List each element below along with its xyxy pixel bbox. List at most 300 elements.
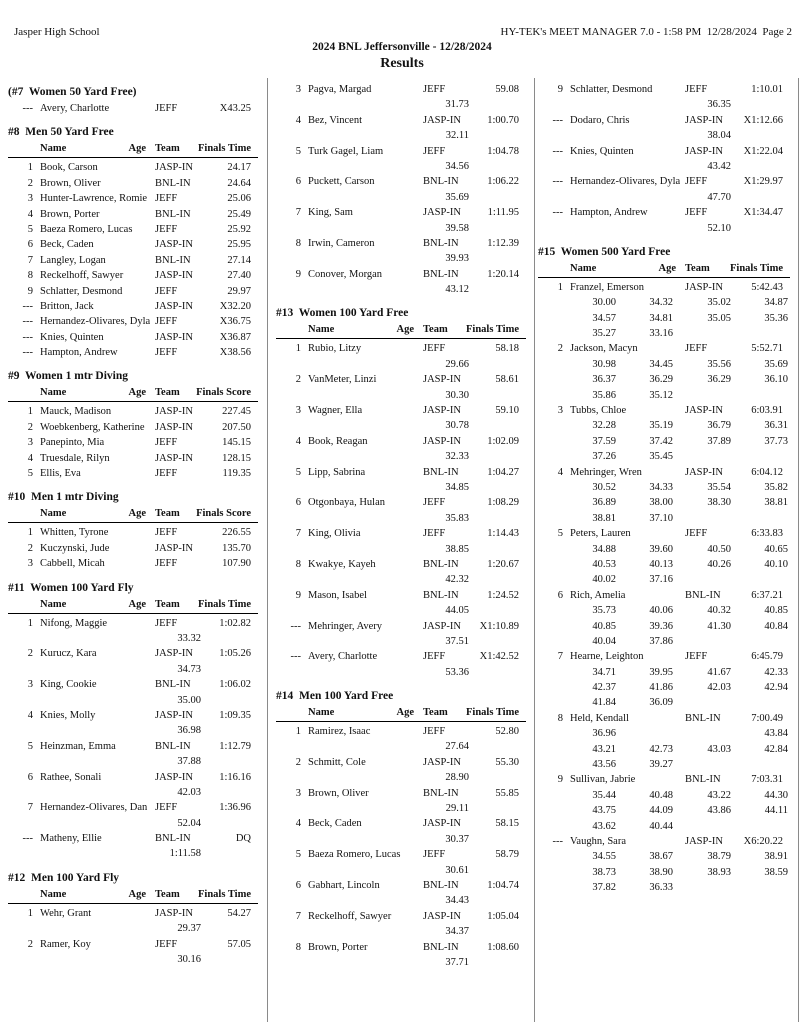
place-number: 5	[27, 223, 33, 235]
result-time: 107.90	[222, 558, 251, 570]
place-number: 6	[557, 589, 563, 601]
split-value: 38.81	[764, 497, 788, 509]
swimmer-name: Knies, Quinten	[570, 145, 634, 157]
split-row	[8, 952, 258, 967]
split-value: 38.85	[445, 543, 469, 555]
team-code: JEFF	[423, 343, 446, 355]
swimmer-name: Reckelhoff, Sawyer	[308, 910, 392, 922]
split-row	[538, 449, 790, 464]
result-row	[276, 649, 526, 664]
swimmer-name: Schmitt, Cole	[308, 756, 366, 768]
split-row	[276, 388, 526, 403]
result-row	[276, 465, 526, 480]
column-header	[8, 506, 258, 523]
swimmer-name: Reckelhoff, Sawyer	[40, 270, 124, 282]
split-value: 43.42	[707, 160, 731, 172]
split-value: 37.82	[592, 882, 616, 894]
split-row	[538, 619, 790, 634]
split-value: 39.60	[649, 543, 673, 555]
split-value: 42.94	[764, 682, 788, 694]
result-time: 119.35	[222, 468, 251, 480]
result-row	[276, 940, 526, 955]
place-number: 8	[295, 941, 301, 953]
result-time: X1:22.04	[743, 145, 783, 157]
split-row	[276, 634, 526, 649]
place-number: 9	[295, 589, 301, 601]
swimmer-name: Woebkenberg, Katherine	[40, 421, 145, 433]
split-row	[538, 511, 790, 526]
result-time: 25.49	[227, 208, 251, 220]
header-age: Age	[128, 143, 146, 155]
result-row	[538, 341, 790, 356]
swimmer-name: Irwin, Cameron	[308, 237, 375, 249]
swimmer-name: Truesdale, Rilyn	[40, 452, 110, 464]
split-value: 40.85	[592, 620, 616, 632]
split-value: 41.86	[649, 682, 673, 694]
swimmer-name: Rathee, Sonali	[40, 771, 102, 783]
meet-manager-info: HY-TEK's MEET MANAGER 7.0 - 1:58 PM 12/28/2024 Page 2	[500, 26, 792, 38]
split-row	[276, 128, 526, 143]
split-value: 34.56	[445, 160, 469, 172]
column-header	[276, 322, 526, 339]
result-time: 135.70	[222, 542, 251, 554]
header-name: Name	[40, 143, 67, 155]
event-title: #13 Women 100 Yard Free	[276, 307, 409, 320]
result-time: 128.15	[222, 452, 251, 464]
place-number: 8	[557, 712, 563, 724]
swimmer-name: Brown, Porter	[40, 208, 100, 220]
place-number: 8	[295, 237, 301, 249]
place-number: 5	[295, 466, 301, 478]
result-time: 25.92	[227, 223, 251, 235]
team-code: JEFF	[155, 437, 178, 449]
result-row	[276, 82, 526, 97]
result-row	[8, 708, 258, 723]
header-name: Name	[40, 508, 67, 520]
place-number: 8	[27, 270, 33, 282]
split-row	[276, 511, 526, 526]
split-value: 27.64	[445, 741, 469, 753]
result-time: 6:04.12	[751, 466, 783, 478]
split-row	[538, 803, 790, 818]
swimmer-name: Ramirez, Isaac	[308, 726, 371, 738]
swimmer-name: Heinzman, Emma	[40, 740, 116, 752]
split-value: 42.73	[649, 743, 673, 755]
result-row	[8, 525, 258, 540]
result-time: 24.64	[227, 177, 251, 189]
result-row	[538, 205, 790, 220]
split-value: 37.42	[649, 435, 673, 447]
team-code: BNL-IN	[423, 941, 459, 953]
result-time: X38.56	[219, 347, 251, 359]
split-value: 35.00	[177, 694, 201, 706]
result-time: 1:20.67	[487, 558, 519, 570]
result-row	[8, 451, 258, 466]
place-number: 7	[27, 802, 33, 814]
header-team: Team	[155, 598, 180, 610]
result-time: 1:00.70	[487, 114, 519, 126]
swimmer-name: Ellis, Eva	[40, 468, 81, 480]
place-number: 4	[295, 435, 301, 447]
swimmer-name: Rich, Amelia	[570, 589, 626, 601]
split-value: 35.02	[707, 297, 731, 309]
swimmer-name: Rubio, Litzy	[308, 343, 362, 355]
header-age: Age	[396, 707, 414, 719]
split-value: 40.48	[649, 789, 673, 801]
swimmer-name: Hampton, Andrew	[40, 347, 118, 359]
result-row	[276, 495, 526, 510]
result-row	[276, 236, 526, 251]
result-time: 1:05.04	[487, 910, 519, 922]
result-row	[538, 174, 790, 189]
place-number: 6	[27, 771, 33, 783]
results-heading: Results	[380, 56, 424, 71]
team-code: JEFF	[685, 528, 708, 540]
team-code: BNL-IN	[423, 787, 459, 799]
result-time: 1:06.22	[487, 176, 519, 188]
result-row	[8, 646, 258, 661]
team-code: JEFF	[423, 145, 446, 157]
swimmer-name: Beck, Caden	[40, 239, 94, 251]
split-row	[276, 357, 526, 372]
result-row	[8, 160, 258, 175]
swimmer-name: Kurucz, Kara	[40, 648, 97, 660]
split-value: 38.91	[764, 851, 788, 863]
split-value: 30.78	[445, 420, 469, 432]
place-number: ---	[22, 316, 33, 328]
split-row	[276, 542, 526, 557]
split-value: 38.90	[649, 866, 673, 878]
result-row	[8, 831, 258, 846]
header-result: Finals Time	[198, 143, 251, 155]
split-row	[538, 295, 790, 310]
place-number: ---	[22, 833, 33, 845]
place-number: 2	[557, 343, 563, 355]
split-value: 35.36	[764, 312, 788, 324]
column-divider	[534, 78, 535, 1022]
event-title: #11 Women 100 Yard Fly	[8, 581, 134, 594]
split-row	[538, 849, 790, 864]
split-value: 36.89	[592, 497, 616, 509]
team-code: JASP-IN	[155, 452, 193, 464]
team-code: BNL-IN	[155, 208, 191, 220]
split-value: 1:11.58	[169, 848, 201, 860]
split-row	[276, 739, 526, 754]
split-value: 43.03	[707, 743, 731, 755]
swimmer-name: Franzel, Emerson	[570, 281, 645, 293]
team-code: JASP-IN	[423, 435, 461, 447]
swimmer-name: Sullivan, Jabrie	[570, 774, 636, 786]
split-row	[538, 190, 790, 205]
split-row	[538, 97, 790, 112]
result-time: X1:10.89	[479, 620, 519, 632]
split-value: 34.32	[649, 297, 673, 309]
column-header	[8, 141, 258, 158]
split-row	[538, 311, 790, 326]
split-row	[276, 770, 526, 785]
result-row	[276, 205, 526, 220]
split-value: 38.04	[707, 130, 731, 142]
result-time: 1:11.95	[487, 207, 519, 219]
swimmer-name: Turk Gagel, Liam	[308, 145, 384, 157]
team-code: JEFF	[685, 207, 708, 219]
split-value: 39.95	[649, 666, 673, 678]
result-time: 226.55	[222, 527, 251, 539]
result-time: 1:02.09	[487, 435, 519, 447]
place-number: 1	[27, 907, 33, 919]
place-number: ---	[290, 620, 301, 632]
split-value: 39.36	[649, 620, 673, 632]
place-number: 5	[27, 740, 33, 752]
place-number: 7	[557, 651, 563, 663]
split-value: 35.19	[649, 420, 673, 432]
split-value: 36.33	[649, 882, 673, 894]
split-value: 42.03	[707, 682, 731, 694]
result-row	[8, 176, 258, 191]
split-value: 35.54	[707, 481, 731, 493]
result-row	[538, 526, 790, 541]
team-code: JASP-IN	[155, 406, 193, 418]
result-time: 59.10	[495, 405, 519, 417]
split-row	[538, 572, 790, 587]
swimmer-name: Book, Reagan	[308, 435, 368, 447]
split-value: 37.51	[445, 635, 469, 647]
header-name: Name	[308, 707, 335, 719]
result-row	[276, 847, 526, 862]
place-number: 3	[27, 558, 33, 570]
split-value: 36.35	[707, 99, 731, 111]
result-time: 1:24.52	[487, 589, 519, 601]
place-number: 7	[27, 254, 33, 266]
team-code: JASP-IN	[155, 162, 193, 174]
team-code: JEFF	[685, 84, 708, 95]
split-value: 38.79	[707, 851, 731, 863]
team-code: JASP-IN	[155, 421, 193, 433]
split-row	[276, 924, 526, 939]
swimmer-name: Baeza Romero, Lucas	[308, 849, 401, 861]
header-age: Age	[128, 387, 146, 399]
split-value: 31.73	[445, 99, 469, 111]
result-time: 6:45.79	[751, 651, 783, 663]
header-result: Finals Time	[198, 598, 251, 610]
split-value: 43.84	[764, 728, 788, 740]
split-value: 32.33	[445, 451, 469, 463]
place-number: 2	[295, 374, 301, 386]
team-code: JASP-IN	[685, 114, 723, 126]
result-time: 1:04.78	[487, 145, 519, 157]
split-value: 44.05	[445, 605, 469, 617]
result-row	[276, 909, 526, 924]
split-value: 35.27	[592, 328, 616, 340]
result-row	[8, 101, 258, 116]
result-time: X36.75	[219, 316, 251, 328]
result-row	[538, 711, 790, 726]
place-number: ---	[552, 835, 563, 847]
place-number: 6	[295, 176, 301, 188]
result-time: 1:08.29	[487, 497, 519, 509]
result-time: 1:12.79	[219, 740, 251, 752]
header-result: Finals Time	[198, 888, 251, 900]
split-row	[538, 128, 790, 143]
team-code: JASP-IN	[685, 281, 723, 293]
result-time: 24.17	[227, 162, 251, 174]
result-row	[538, 403, 790, 418]
column-header	[8, 887, 258, 904]
swimmer-name: Bez, Vincent	[308, 114, 362, 126]
place-number: 7	[295, 207, 301, 219]
split-row	[538, 680, 790, 695]
split-value: 35.83	[445, 512, 469, 524]
split-value: 43.62	[592, 820, 616, 832]
place-number: ---	[552, 207, 563, 219]
split-value: 35.56	[707, 358, 731, 370]
swimmer-name: King, Olivia	[308, 528, 361, 540]
header-team: Team	[155, 143, 180, 155]
result-time: 7:03.31	[751, 774, 783, 786]
result-time: 7:00.49	[751, 712, 783, 724]
split-value: 44.30	[764, 789, 788, 801]
split-value: 43.75	[592, 805, 616, 817]
result-time: 145.15	[222, 437, 251, 449]
result-time: X43.25	[219, 103, 251, 114]
split-value: 36.10	[764, 374, 788, 386]
swimmer-name: Held, Kendall	[570, 712, 629, 724]
team-code: BNL-IN	[423, 176, 459, 188]
team-code: JEFF	[155, 938, 178, 950]
team-code: JASP-IN	[155, 239, 193, 251]
split-value: 34.81	[649, 312, 673, 324]
place-number: 4	[557, 466, 563, 478]
split-row	[276, 190, 526, 205]
split-value: 52.04	[177, 817, 201, 829]
split-value: 40.06	[649, 605, 673, 617]
team-code: BNL-IN	[685, 712, 721, 724]
place-number: ---	[552, 145, 563, 157]
split-row	[276, 572, 526, 587]
result-time: 1:04.27	[487, 466, 519, 478]
team-code: JEFF	[685, 343, 708, 355]
swimmer-name: Gabhart, Lincoln	[308, 879, 380, 891]
split-row	[8, 631, 258, 646]
team-code: BNL-IN	[155, 254, 191, 266]
result-row	[538, 588, 790, 603]
meet-title: 2024 BNL Jeffersonville - 12/28/2024	[312, 41, 492, 53]
team-code: JASP-IN	[155, 907, 193, 919]
place-number: 4	[295, 114, 301, 126]
split-value: 40.65	[764, 543, 788, 555]
team-code: JEFF	[685, 651, 708, 663]
split-row	[538, 480, 790, 495]
split-value: 35.69	[445, 191, 469, 203]
result-row	[8, 435, 258, 450]
event-title: #8 Men 50 Yard Free	[8, 126, 114, 139]
team-code: JASP-IN	[685, 145, 723, 157]
swimmer-name: Peters, Lauren	[570, 528, 631, 540]
split-value: 37.86	[649, 635, 673, 647]
result-time: 27.40	[227, 270, 251, 282]
place-number: 6	[295, 879, 301, 891]
result-time: 59.08	[495, 84, 519, 95]
event-title: #9 Women 1 mtr Diving	[8, 370, 129, 383]
place-number: 1	[295, 343, 301, 355]
split-row	[538, 418, 790, 433]
event-title: #14 Men 100 Yard Free	[276, 690, 394, 703]
column-header	[276, 705, 526, 722]
result-row	[8, 800, 258, 815]
split-row	[538, 665, 790, 680]
place-number: 5	[557, 528, 563, 540]
header-team: Team	[685, 262, 710, 274]
result-time: 5:52.71	[751, 343, 783, 355]
result-row	[8, 237, 258, 252]
split-value: 42.37	[592, 682, 616, 694]
place-number: 1	[557, 281, 563, 293]
result-time: 57.05	[227, 938, 251, 950]
split-value: 35.12	[649, 389, 673, 401]
swimmer-name: Book, Carson	[40, 162, 98, 174]
result-time: 1:06.02	[219, 679, 251, 691]
split-value: 40.13	[649, 558, 673, 570]
team-code: BNL-IN	[155, 833, 191, 845]
team-code: JEFF	[155, 527, 178, 539]
result-row	[8, 466, 258, 481]
split-row	[276, 251, 526, 266]
result-time: X1:42.52	[479, 651, 519, 663]
split-value: 36.29	[707, 374, 731, 386]
team-code: JASP-IN	[685, 405, 723, 417]
split-value: 43.21	[592, 743, 616, 755]
split-value: 34.57	[592, 312, 616, 324]
split-value: 33.16	[649, 328, 673, 340]
split-value: 35.45	[649, 451, 673, 463]
result-row	[538, 772, 790, 787]
place-number: 2	[295, 756, 301, 768]
result-row	[8, 556, 258, 571]
split-value: 36.79	[707, 420, 731, 432]
result-time: 1:16.16	[219, 771, 251, 783]
split-value: 37.89	[707, 435, 731, 447]
result-time: 54.27	[227, 907, 251, 919]
result-time: 1:14.43	[487, 528, 519, 540]
split-row	[276, 893, 526, 908]
team-code: JASP-IN	[155, 270, 193, 282]
split-value: 52.10	[707, 222, 731, 234]
header-name: Name	[40, 387, 67, 399]
place-number: 4	[27, 208, 33, 220]
swimmer-name: Baeza Romero, Lucas	[40, 223, 133, 235]
team-code: BNL-IN	[423, 558, 459, 570]
split-row	[538, 726, 790, 741]
swimmer-name: Kwakye, Kayeh	[308, 558, 376, 570]
team-code: JEFF	[155, 617, 178, 629]
split-value: 42.33	[764, 666, 788, 678]
team-code: BNL-IN	[423, 268, 459, 280]
split-value: 36.98	[177, 725, 201, 737]
split-row	[538, 434, 790, 449]
result-time: 1:05.26	[219, 648, 251, 660]
split-value: 41.30	[707, 620, 731, 632]
split-row	[538, 372, 790, 387]
team-code: BNL-IN	[685, 774, 721, 786]
result-time: X6:20.22	[743, 835, 783, 847]
team-code: JASP-IN	[423, 756, 461, 768]
header-result: Finals Time	[466, 707, 519, 719]
team-code: JASP-IN	[423, 620, 461, 632]
team-code: BNL-IN	[155, 177, 191, 189]
swimmer-name: Hernandez-Olivares, Dyla	[570, 176, 681, 188]
split-value: 36.09	[649, 697, 673, 709]
split-value: 40.02	[592, 574, 616, 586]
